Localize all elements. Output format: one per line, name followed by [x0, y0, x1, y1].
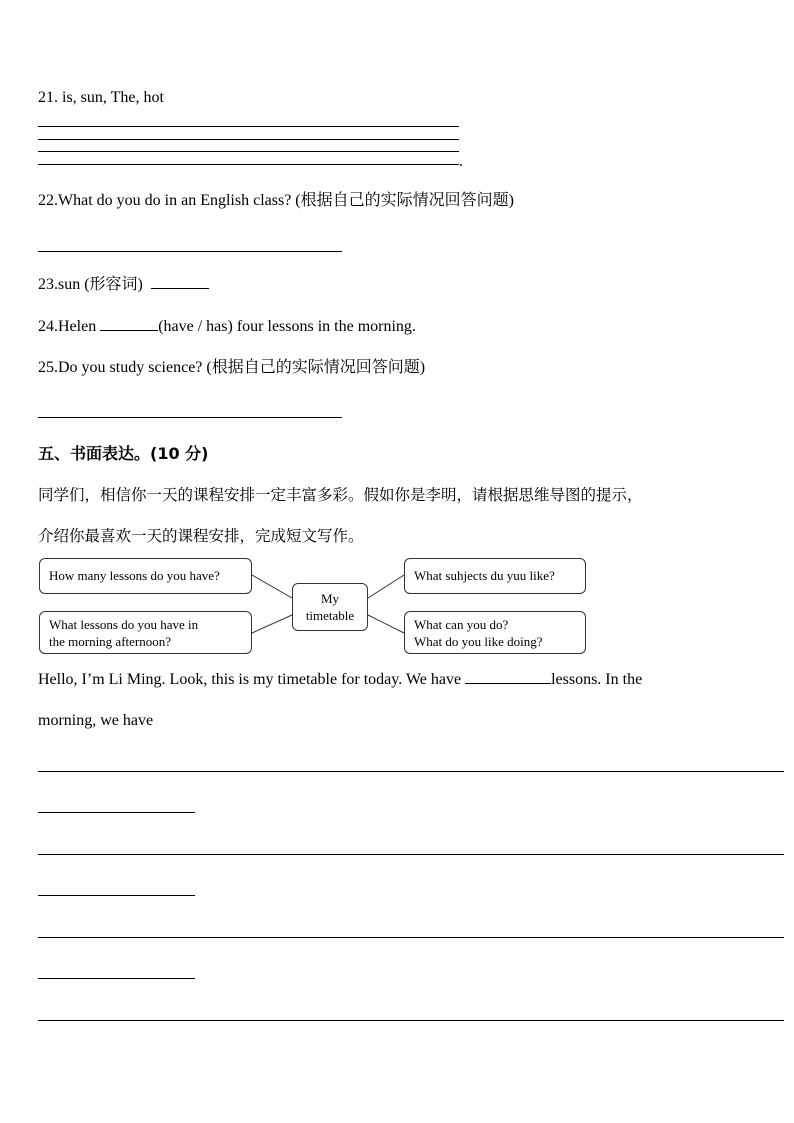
essay-text: Hello, I’m Li Ming. Look, this is my timetable for today. We have	[38, 671, 462, 688]
question-number: 25.	[38, 359, 58, 376]
essay-text: lessons. In the	[551, 671, 643, 688]
mindmap-node-subjects	[404, 558, 586, 594]
writing-line[interactable]	[38, 978, 195, 979]
section-heading: 五、书面表达。(10 分)	[38, 444, 209, 463]
question-text-after: (have / has) four lessons in the morning.	[158, 318, 416, 335]
lessons-count-blank[interactable]	[465, 669, 551, 684]
question-text: What do you do in an English class? (根据自己的实际情况回答问题)	[58, 192, 514, 209]
instruction-line: 同学们，相信你一天的课程安排一定丰富多彩。假如你是李明，请根据思维导图的提示，	[38, 486, 643, 504]
mindmap-center-node	[292, 583, 368, 631]
writing-line[interactable]	[38, 854, 784, 855]
essay-text: morning, we have	[38, 712, 154, 729]
essay-starter-line	[38, 669, 642, 690]
mindmap-node-activities	[404, 611, 586, 654]
question-number: 24.	[38, 318, 58, 335]
question-number: 21.	[38, 89, 58, 106]
question-text-before: Helen	[58, 318, 97, 335]
question-text: Do you study science? (根据自己的实际情况回答问题)	[58, 359, 426, 376]
mindmap-node-lessons	[39, 611, 252, 654]
question-text: sun (形容词)	[58, 276, 143, 293]
node-text: What do you like doing?	[414, 634, 543, 649]
end-period: .	[459, 153, 463, 170]
node-text: the morning afternoon?	[49, 634, 172, 649]
instruction-line: 介绍你最喜欢一天的课程安排，完成短文写作。	[38, 527, 364, 545]
question-number: 23.	[38, 276, 58, 293]
writing-line[interactable]	[38, 771, 784, 772]
mindmap-node-lesson-count	[39, 558, 252, 594]
writing-line[interactable]	[38, 812, 195, 813]
writing-line[interactable]	[38, 1020, 784, 1021]
node-text: How many lessons do you have?	[49, 568, 220, 583]
node-text: What suhjects du yuu like?	[414, 568, 555, 583]
node-text: My	[320, 591, 340, 606]
node-text: What lessons do you have in	[49, 617, 199, 632]
node-text: What can you do?	[414, 617, 509, 632]
writing-line[interactable]	[38, 937, 784, 938]
question-text: is, sun, The, hot	[62, 89, 164, 106]
node-text: timetable	[305, 608, 355, 623]
question-number: 22.	[38, 192, 58, 209]
writing-line[interactable]	[38, 895, 195, 896]
